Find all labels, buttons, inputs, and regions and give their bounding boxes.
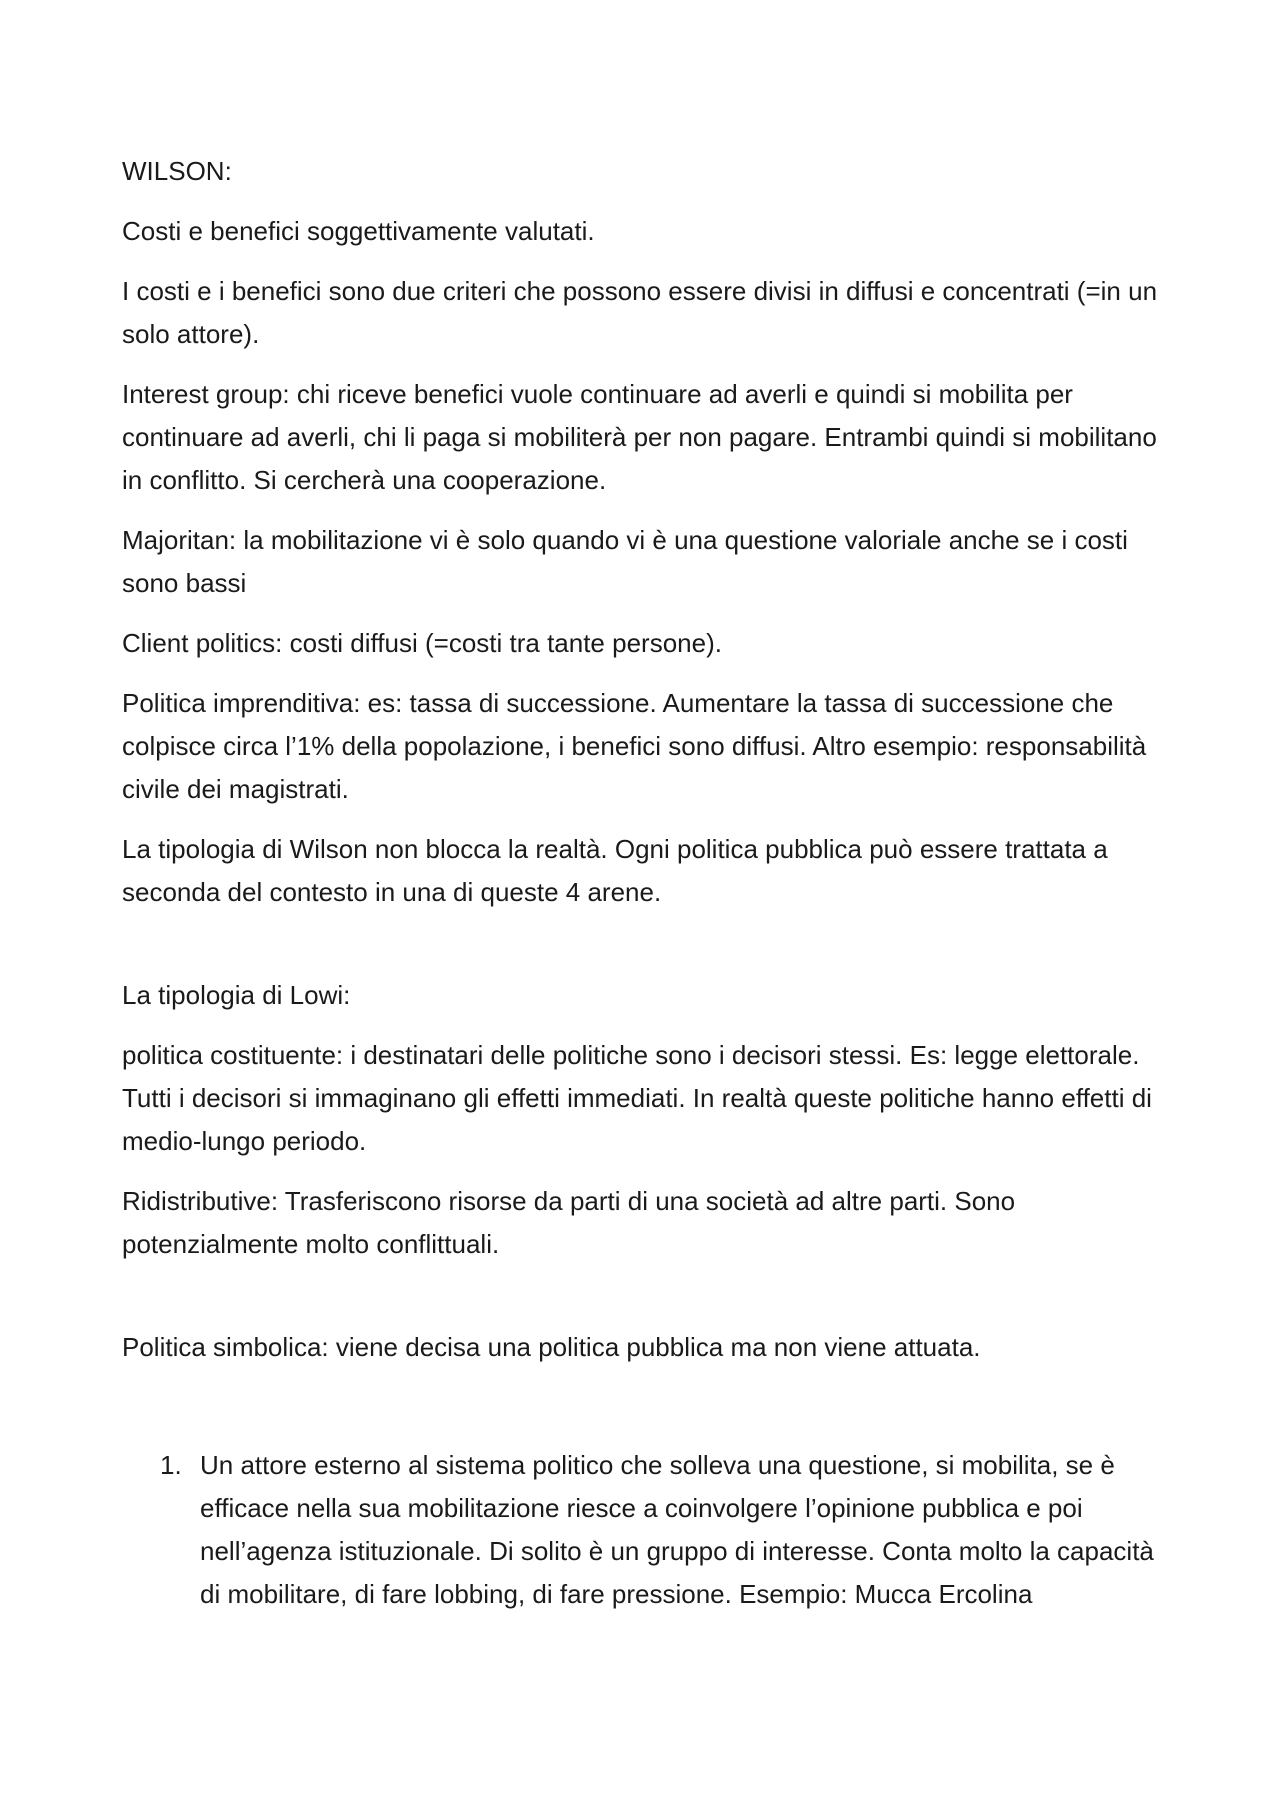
paragraph-politica-imprenditiva: Politica imprenditiva: es: tassa di successione. Aumentare la tassa di successione che colpisce circa l’1% della popolazione, i benefici sono diffusi. Altro esempio: responsabilità civile dei magistrati. bbox=[122, 688, 1147, 804]
paragraph-majoritan: Majoritan: la mobilitazione vi è solo quando vi è una questione valoriale anche se i costi sono bassi bbox=[122, 525, 1128, 598]
heading-tipologia-lowi: La tipologia di Lowi: bbox=[122, 980, 351, 1010]
document-page bbox=[122, 150, 1167, 1616]
paragraph-politica-costituente: politica costituente: i destinatari delle politiche sono i decisori stessi. Es: legge elettorale. Tutti i decisori si immaginano gli effetti immediati. In realtà queste politiche hanno effetti di medio-lungo periodo. bbox=[122, 1040, 1152, 1156]
heading-wilson: WILSON: bbox=[122, 156, 232, 186]
list-item-number: 1. bbox=[160, 1450, 182, 1480]
list-item bbox=[122, 1444, 1167, 1616]
paragraph-politica-simbolica: Politica simbolica: viene decisa una politica pubblica ma non viene attuata. bbox=[122, 1332, 981, 1362]
paragraph-tipologia-wilson: La tipologia di Wilson non blocca la realtà. Ogni politica pubblica può essere trattata a seconda del contesto in una di queste 4 arene. bbox=[122, 834, 1108, 907]
paragraph-client-politics: Client politics: costi diffusi (=costi tra tante persone). bbox=[122, 628, 722, 658]
paragraph-costi-benefici: Costi e benefici soggettivamente valutati. bbox=[122, 216, 595, 246]
list-item-text: Un attore esterno al sistema politico che solleva una questione, si mobilita, se è efficace nella sua mobilitazione riesce a coinvolgere l’opinione pubblica e poi nell’agenza istituzionale. Di solito è un gruppo di interesse. Conta molto la capacità di mobilitare, di fare lobbing, di fare pressione. Esempio: Mucca Ercolina bbox=[200, 1450, 1154, 1609]
paragraph-criteri: I costi e i benefici sono due criteri che possono essere divisi in diffusi e concentrati (=in un solo attore). bbox=[122, 276, 1158, 349]
paragraph-ridistributive: Ridistributive: Trasferiscono risorse da parti di una società ad altre parti. Sono potenzialmente molto conflittuali. bbox=[122, 1186, 1016, 1259]
paragraph-interest-group: Interest group: chi riceve benefici vuole continuare ad averli e quindi si mobilita per continuare ad averli, chi li paga si mobiliterà per non pagare. Entrambi quindi si mobilitano in conflitto. Si cercherà una cooperazione. bbox=[122, 379, 1157, 495]
numbered-list bbox=[122, 1444, 1167, 1616]
